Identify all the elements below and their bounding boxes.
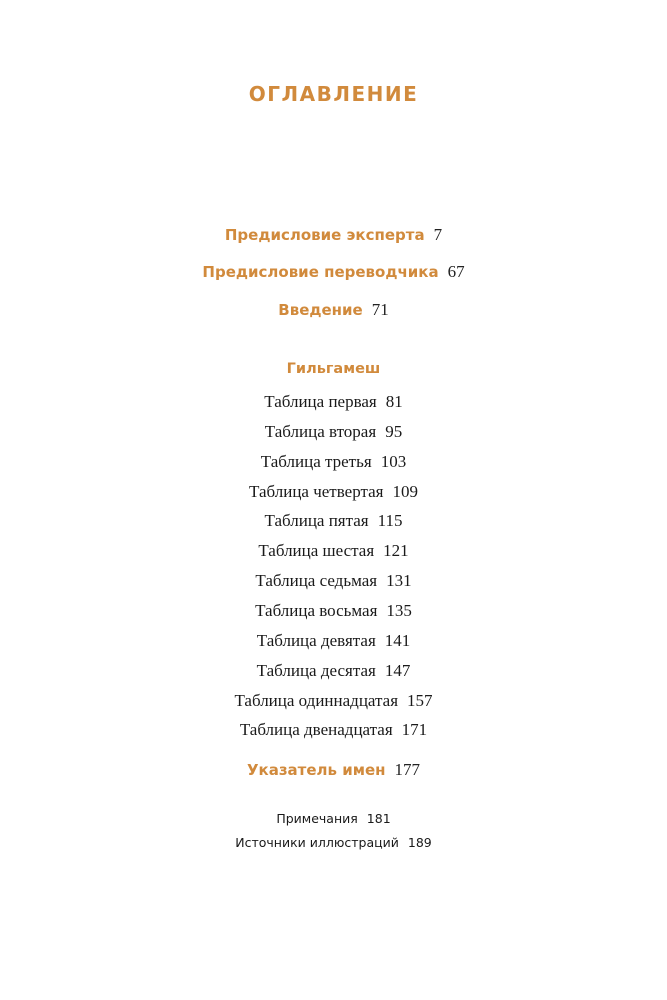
toc-entry-tablet-8[interactable] [0, 601, 667, 621]
toc-entry-label: Таблица десятая [256, 661, 376, 680]
toc-entry-translator-preface[interactable] [0, 262, 667, 282]
toc-entry-label: Таблица одиннадцатая [234, 691, 399, 710]
toc-entry-label: Указатель имен [246, 761, 386, 779]
toc-entry-page: 131 [386, 571, 412, 590]
toc-entry-tablet-1[interactable] [0, 392, 667, 412]
toc-entry-tablet-12[interactable] [0, 720, 667, 740]
toc-entry-name-index[interactable] [0, 760, 667, 780]
toc-entry-page: 181 [366, 811, 391, 826]
toc-entry-label: Таблица вторая [264, 422, 377, 441]
toc-entry-label: Таблица третья [260, 452, 372, 471]
toc-entry-label: Таблица девятая [256, 631, 376, 650]
toc-entry-page: 7 [433, 225, 443, 244]
toc-entry-label: Таблица восьмая [255, 601, 378, 620]
toc-entry-tablet-9[interactable] [0, 631, 667, 651]
toc-entry-page: 189 [407, 835, 432, 850]
toc-entry-page: 121 [383, 541, 409, 560]
toc-entry-page: 141 [384, 631, 411, 650]
toc-entry-label: Таблица шестая [258, 541, 375, 560]
toc-entry-tablet-6[interactable] [0, 541, 667, 561]
toc-entry-page: 171 [401, 720, 428, 739]
toc-entry-label: Предисловие переводчика [202, 263, 439, 281]
toc-entry-page: 103 [380, 452, 407, 471]
toc-entry-label: Таблица седьмая [255, 571, 378, 590]
toc-section-heading [0, 360, 667, 378]
toc-entry-page: 177 [394, 760, 421, 779]
toc-entry-tablet-3[interactable] [0, 452, 667, 472]
toc-entry-label: Примечания [276, 811, 358, 826]
toc-entry-expert-preface[interactable] [0, 225, 667, 245]
toc-entry-label: Таблица первая [264, 392, 377, 411]
toc-entry-tablet-5[interactable] [0, 511, 667, 531]
toc-entry-page: 115 [377, 511, 403, 530]
toc-entry-page: 71 [371, 300, 389, 319]
toc-entry-label: Введение [278, 301, 363, 319]
toc-entry-tablet-11[interactable] [0, 691, 667, 711]
toc-entry-notes[interactable] [0, 810, 667, 828]
toc-entry-page: 81 [385, 392, 403, 411]
toc-entry-label: Предисловие эксперта [224, 226, 425, 244]
toc-entry-page: 67 [447, 262, 465, 281]
toc-entry-page: 147 [384, 661, 411, 680]
toc-entry-tablet-10[interactable] [0, 661, 667, 681]
section-label: Гильгамеш [286, 361, 381, 377]
toc-entry-label: Таблица четвертая [249, 482, 384, 501]
toc-entry-tablet-2[interactable] [0, 422, 667, 442]
toc-entry-label: Таблица пятая [264, 511, 369, 530]
toc-entry-tablet-4[interactable] [0, 482, 667, 502]
toc-entry-page: 109 [392, 482, 418, 501]
toc-entry-page: 95 [385, 422, 403, 441]
toc-entry-introduction[interactable] [0, 300, 667, 320]
toc-entry-label: Таблица двенадцатая [239, 720, 393, 739]
toc-entry-page: 157 [407, 691, 433, 710]
toc-entry-page: 135 [386, 601, 412, 620]
page-title: ОГЛАВЛЕНИЕ [248, 82, 419, 106]
toc-entry-illustration-sources[interactable] [0, 834, 667, 852]
toc-entry-tablet-7[interactable] [0, 571, 667, 591]
toc-entry-label: Источники иллюстраций [235, 835, 399, 850]
